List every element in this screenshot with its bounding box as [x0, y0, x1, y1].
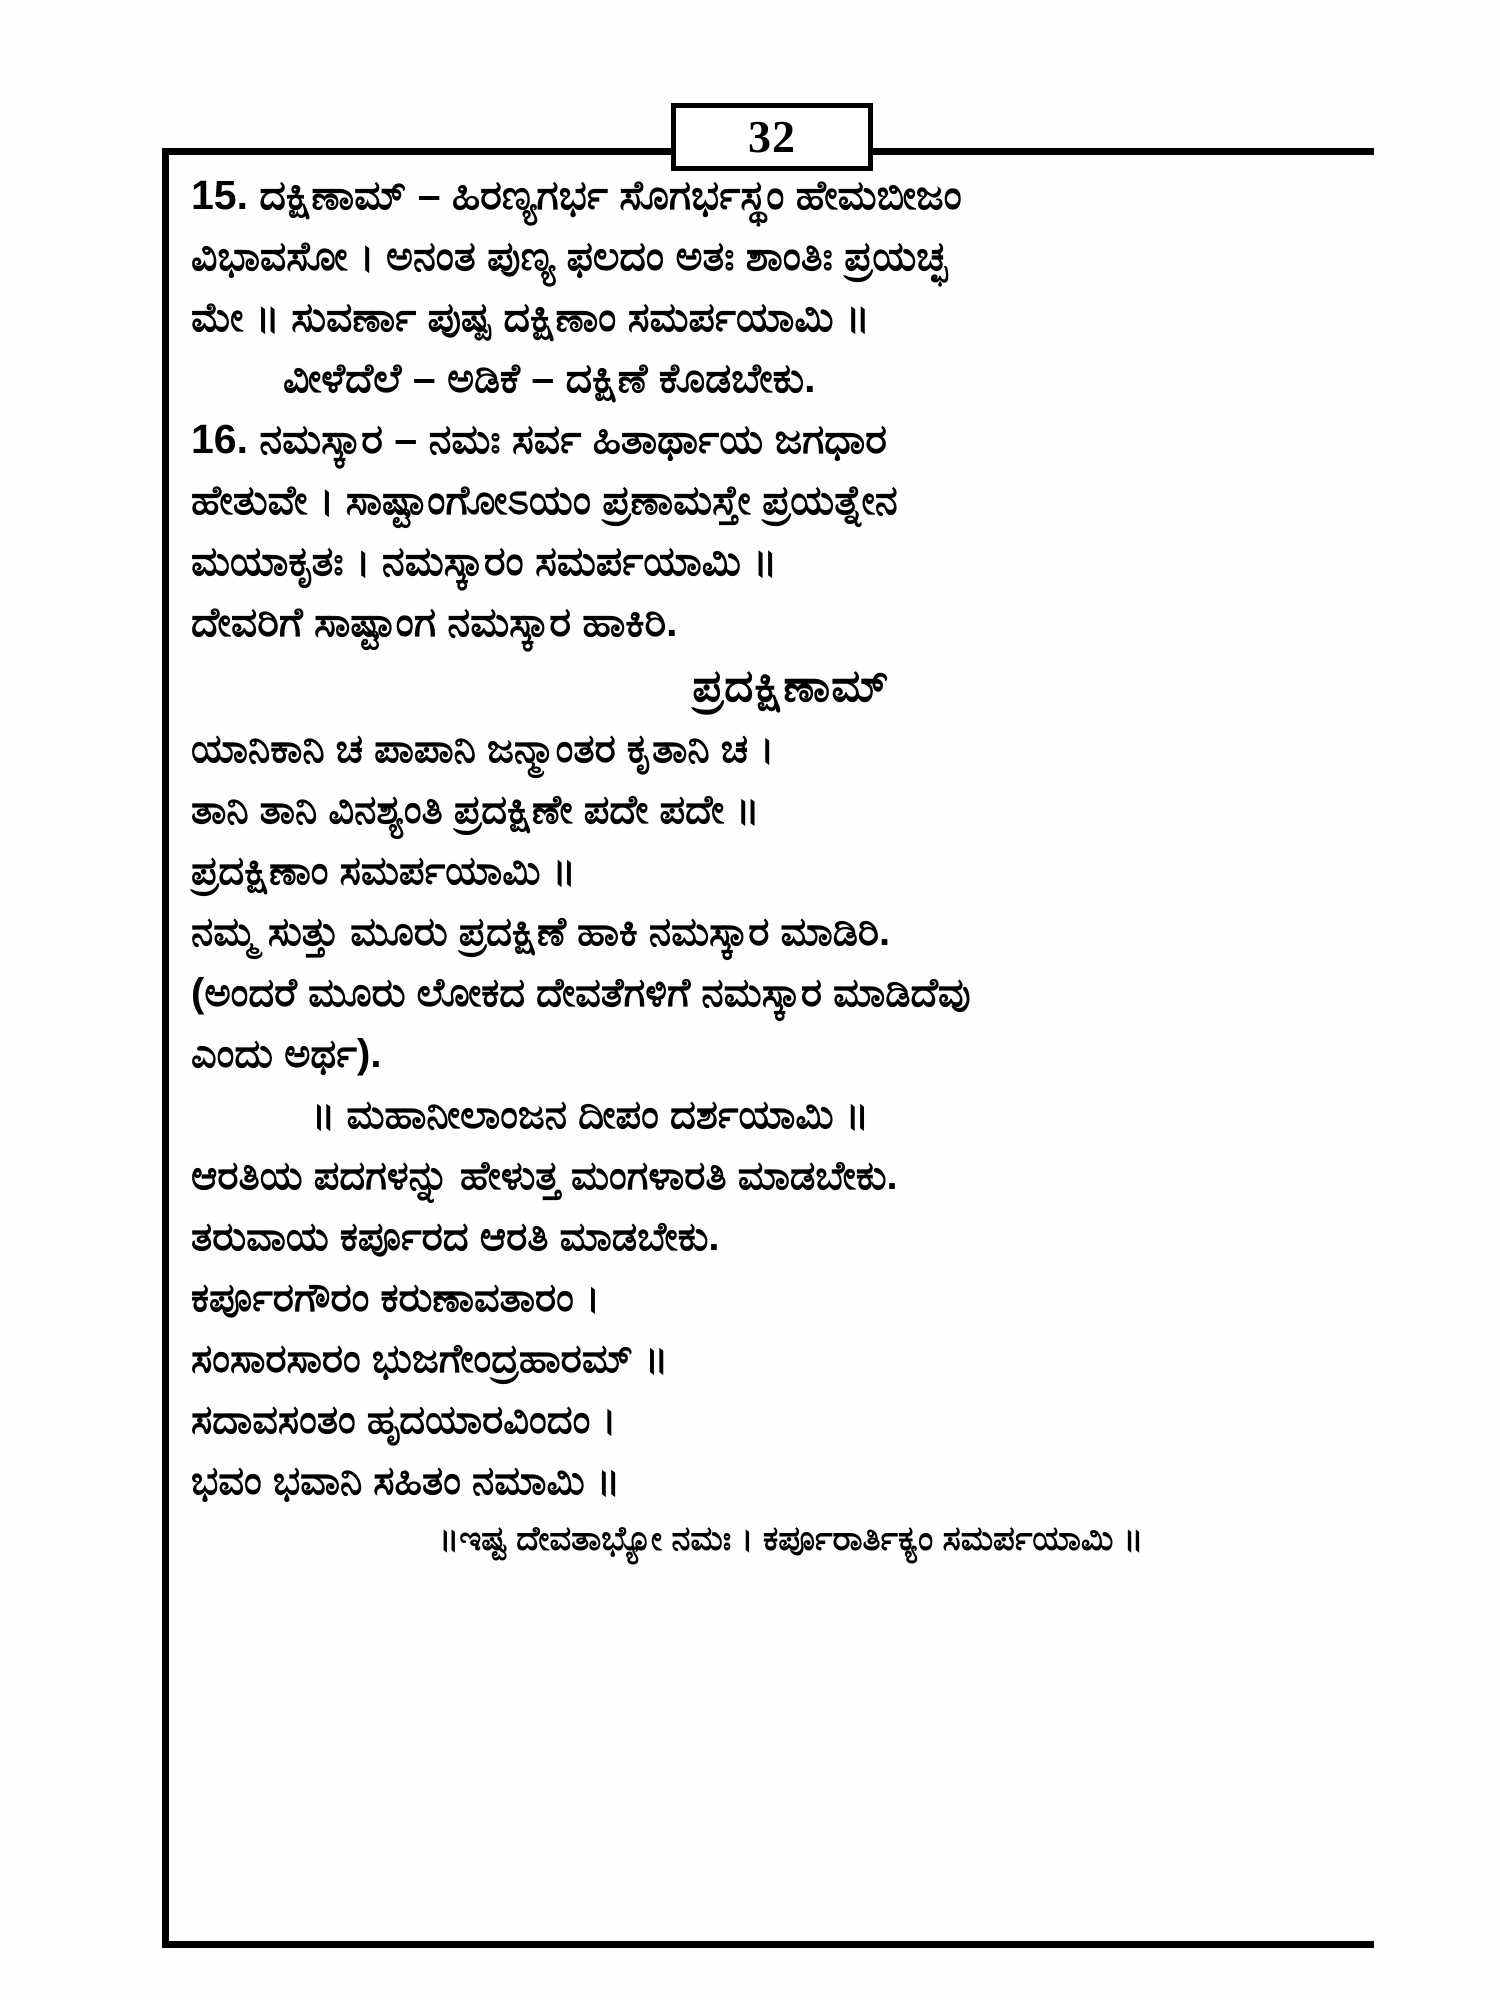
- karpuragauram-line: ಸದಾವಸಂತಂ ಹೃದಯಾರವಿಂದಂ ।: [191, 1398, 617, 1442]
- verse-line-16: 16. ನಮಸ್ಕಾರ – ನಮಃ ಸರ್ವ ಹಿತಾರ್ಥಾಯ ಜಗಧಾರ: [191, 416, 887, 462]
- page-number-box: [671, 103, 873, 171]
- mantra-line-deepam: ॥ ಮಹಾನೀಲಾಂಜನ ದೀಪಂ ದರ್ಶಯಾಮಿ ॥: [311, 1093, 870, 1137]
- instruction-line: ನಮ್ಮ ಸುತ್ತು ಮೂರು ಪ್ರದಕ್ಷಿಣೆ ಹಾಕಿ ನಮಸ್ಕಾರ ಮಾಡಿರಿ.: [191, 910, 891, 954]
- verse-line-15: 15. ದಕ್ಷಿಣಾಮ್ – ಹಿರಣ್ಯಗರ್ಭ ಸೊಗರ್ಭಸ್ಥಂ ಹೇಮಬೀಜಂ: [191, 172, 962, 218]
- section-heading-pradakshinam: ಪ್ರದಕ್ಷಿಣಾಮ್: [692, 660, 890, 711]
- page-body: [191, 165, 1374, 1566]
- verse-line: ಹೇತುವೇ । ಸಾಷ್ಟಾಂಗೋಽಯಂ ಪ್ರಣಾಮಸ್ತೇ ಪ್ರಯತ್ನೇನ: [191, 477, 898, 523]
- instruction-line: ಆರತಿಯ ಪದಗಳನ್ನು ಹೇಳುತ್ತ ಮಂಗಳಾರತಿ ಮಾಡಬೇಕು.: [191, 1154, 898, 1198]
- instruction-line: (ಅಂದರೆ ಮೂರು ಲೋಕದ ದೇವತೆಗಳಿಗೆ ನಮಸ್ಕಾರ ಮಾಡಿದೆವು: [191, 971, 971, 1015]
- instruction-line: ಎಂದು ಅರ್ಥ).: [191, 1032, 382, 1076]
- text-frame: [162, 148, 1374, 1948]
- instruction-line: ದೇವರಿಗೆ ಸಾಷ್ಟಾಂಗ ನಮಸ್ಕಾರ ಹಾಕಿರಿ.: [191, 599, 678, 645]
- karpuragauram-line: ಕರ್ಪೂರಗೌರಂ ಕರುಣಾವತಾರಂ ।: [191, 1276, 601, 1320]
- instruction-line: ತರುವಾಯ ಕರ್ಪೂರದ ಆರತಿ ಮಾಡಬೇಕು.: [191, 1215, 720, 1259]
- karpuragauram-line: ಸಂಸಾರಸಾರಂ ಭುಜಗೇಂದ್ರಹಾರಮ್ ॥: [191, 1337, 669, 1381]
- verse-line: ವಿಭಾವಸೋ । ಅನಂತ ಪುಣ್ಯ ಫಲದಂ ಅತಃ ಶಾಂತಿಃ ಪ್ರಯಚ್ಛ: [191, 233, 948, 279]
- karpuragauram-line: ಭವಂ ಭವಾನಿ ಸಹಿತಂ ನಮಾಮಿ ॥: [191, 1459, 621, 1503]
- page-number: 32: [748, 111, 796, 162]
- verse-line: ತಾನಿ ತಾನಿ ವಿನಶ್ಯಂತಿ ಪ್ರದಕ್ಷಿಣೇ ಪದೇ ಪದೇ ॥: [191, 788, 760, 832]
- verse-line: ಪ್ರದಕ್ಷಿಣಾಂ ಸಮರ್ಪಯಾಮಿ ॥: [191, 849, 576, 893]
- closing-mantra-line: ॥ಇಷ್ಟ ದೇವತಾಭ್ಯೋ ನಮಃ । ಕರ್ಪೂರಾರ್ತಿಕ್ಯಂ ಸಮರ್ಪಯಾಮಿ ॥: [438, 1520, 1144, 1558]
- verse-line: ಮಯಾಕೃತಃ । ನಮಸ್ಕಾರಂ ಸಮರ್ಪಯಾಮಿ ॥: [191, 538, 778, 584]
- verse-line: ಮೇ ॥ ಸುವರ್ಣಾ ಪುಷ್ಪ ದಕ್ಷಿಣಾಂ ಸಮರ್ಪಯಾಮಿ ॥: [191, 294, 870, 340]
- instruction-line: ವೀಳೆದೆಲೆ – ಅಡಿಕೆ – ದಕ್ಷಿಣೆ ಕೊಡಬೇಕು.: [283, 355, 816, 401]
- verse-line: ಯಾನಿಕಾನಿ ಚ ಪಾಪಾನಿ ಜನ್ಮಾಂತರ ಕೃತಾನಿ ಚ ।: [191, 727, 775, 771]
